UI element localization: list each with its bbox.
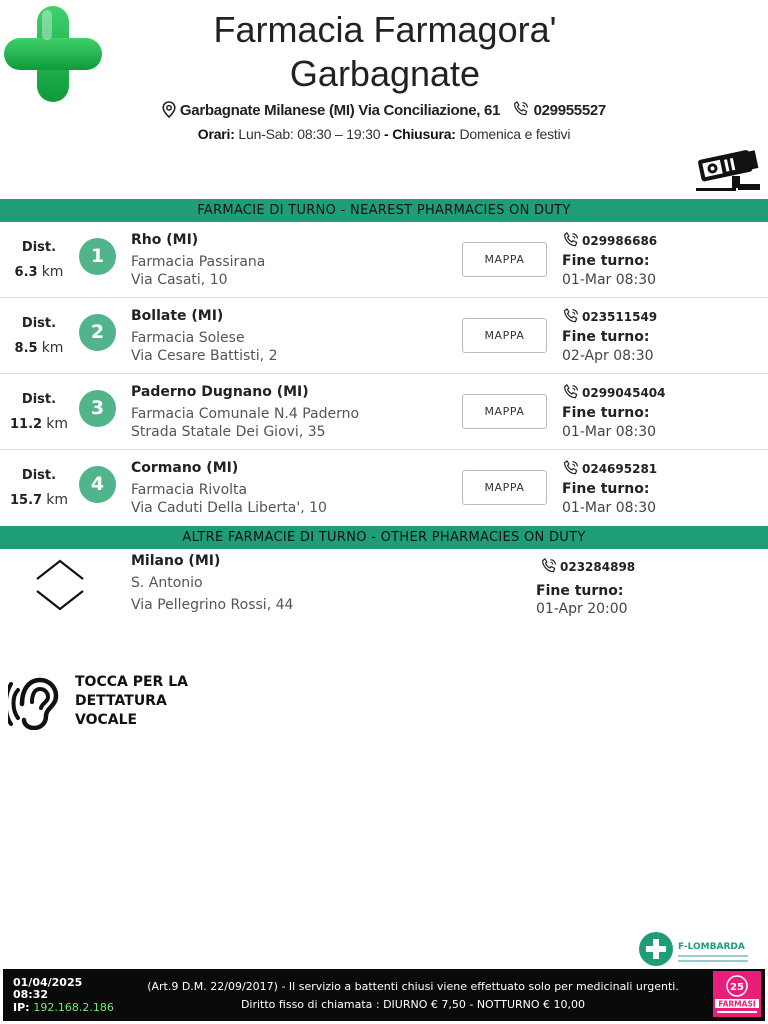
other-pharmacies-heading: ALTRE FARMACIE DI TURNO - OTHER PHARMACIES ON DUTY: [0, 526, 768, 549]
end-shift-label: Fine turno:: [536, 583, 624, 599]
f-lombarda-logo: [638, 929, 760, 969]
footer-notice: (Art.9 D.M. 22/09/2017) - Il servizio a battenti chiusi viene effettuato solo per medicinali urgenti. Diritto fisso di chiamata : DIURNO € 7,50 - NOTTURNO € 10,00: [147, 980, 679, 1011]
f-lombarda-name: F-LOMBARDA: [678, 942, 745, 952]
phone-icon: [540, 557, 558, 575]
pharmacy-address: Via Casati, 10: [131, 272, 228, 288]
phone-icon: [562, 231, 580, 249]
rank-badge: 4: [79, 466, 116, 503]
pharmacy-city: Cormano (MI): [131, 460, 239, 476]
farmasi-name: FARMASI: [718, 999, 756, 1009]
rank-badge: 3: [79, 390, 116, 427]
distance: Dist. 11.2 km: [10, 392, 68, 432]
location-pin-icon: [162, 101, 176, 118]
distance: Dist. 8.5 km: [14, 316, 64, 356]
address-line: Garbagnate Milanese (MI) Via Conciliazione, 61 029955527: [0, 100, 768, 119]
pharmacy-phone[interactable]: 0299045404: [562, 383, 666, 401]
farmasi-logo: [713, 971, 761, 1017]
pharmacy-city: Milano (MI): [131, 553, 221, 569]
end-shift-label: Fine turno:: [562, 405, 650, 421]
phone-icon: [562, 383, 580, 401]
pharmacy-address: Via Pellegrino Rossi, 44: [131, 597, 294, 613]
pharmacy-row: [0, 374, 768, 450]
rank-badge: 1: [79, 238, 116, 275]
end-shift-time: 01-Mar 08:30: [562, 500, 657, 516]
end-shift-time: 01-Mar 08:30: [562, 272, 657, 288]
pharmacy-name: Farmacia Comunale N.4 Paderno: [131, 406, 360, 422]
opening-hours: Orari: Lun-Sab: 08:30 – 19:30 - Chiusura: Domenica e festivi: [197, 126, 571, 142]
map-button[interactable]: MAPPA: [462, 242, 547, 277]
scroll-chevrons-icon[interactable]: [34, 557, 86, 613]
end-shift-label: Fine turno:: [562, 329, 650, 345]
distance: Dist. 15.7 km: [10, 468, 68, 508]
footer-ip: IP: 192.168.2.186: [13, 1001, 114, 1014]
pharmacy-name: Farmacia Passirana: [131, 254, 266, 270]
pharmacy-address: Via Cesare Battisti, 2: [131, 348, 278, 364]
pharmacy-address: Via Caduti Della Liberta', 10: [131, 500, 327, 516]
header-phone[interactable]: 029955527: [533, 102, 606, 119]
pharmacy-address: Strada Statale Dei Giovi, 35: [131, 424, 326, 440]
end-shift-label: Fine turno:: [562, 481, 650, 497]
security-camera-icon: [694, 144, 764, 194]
pharmacy-row: [0, 298, 768, 374]
map-button[interactable]: MAPPA: [462, 470, 547, 505]
pharmacy-phone[interactable]: 024695281: [562, 459, 657, 477]
footer-bar: [3, 969, 765, 1021]
footer-datetime: 01/04/2025 08:32: [13, 976, 83, 1001]
end-shift-time: 01-Mar 08:30: [562, 424, 657, 440]
nearest-pharmacies-heading: FARMACIE DI TURNO - NEAREST PHARMACIES ON DUTY: [0, 199, 768, 222]
voice-dictation-label[interactable]: TOCCA PER LA DETTATURA VOCALE: [75, 674, 188, 728]
pharmacy-city: Paderno Dugnano (MI): [131, 384, 309, 400]
map-button[interactable]: MAPPA: [462, 394, 547, 429]
pharmacy-name: S. Antonio: [131, 575, 203, 591]
farmasi-years: 25: [730, 982, 744, 993]
phone-icon: [512, 100, 530, 118]
page-title: Farmacia Farmagora' Garbagnate: [213, 9, 557, 94]
phone-icon: [562, 307, 580, 325]
pharmacy-phone[interactable]: 023511549: [562, 307, 657, 325]
other-pharmacy-row: [0, 549, 768, 629]
pharmacy-row: [0, 450, 768, 526]
map-button[interactable]: MAPPA: [462, 318, 547, 353]
pharmacy-row: [0, 222, 768, 298]
pharmacy-name: Farmacia Rivolta: [131, 482, 248, 498]
phone-icon: [562, 459, 580, 477]
ear-hearing-icon[interactable]: [8, 674, 68, 730]
rank-badge: 2: [79, 314, 116, 351]
pharmacy-cross-logo: [4, 6, 102, 102]
end-shift-label: Fine turno:: [562, 253, 650, 269]
pharmacy-city: Bollate (MI): [131, 308, 224, 324]
end-shift-time: 02-Apr 08:30: [562, 348, 654, 364]
pharmacy-city: Rho (MI): [131, 232, 199, 248]
pharmacy-phone[interactable]: 029986686: [562, 231, 657, 249]
pharmacy-phone[interactable]: 023284898: [540, 557, 635, 575]
distance: Dist. 6.3 km: [14, 240, 64, 280]
end-shift-time: 01-Apr 20:00: [536, 601, 628, 617]
pharmacy-name: Farmacia Solese: [131, 330, 245, 346]
